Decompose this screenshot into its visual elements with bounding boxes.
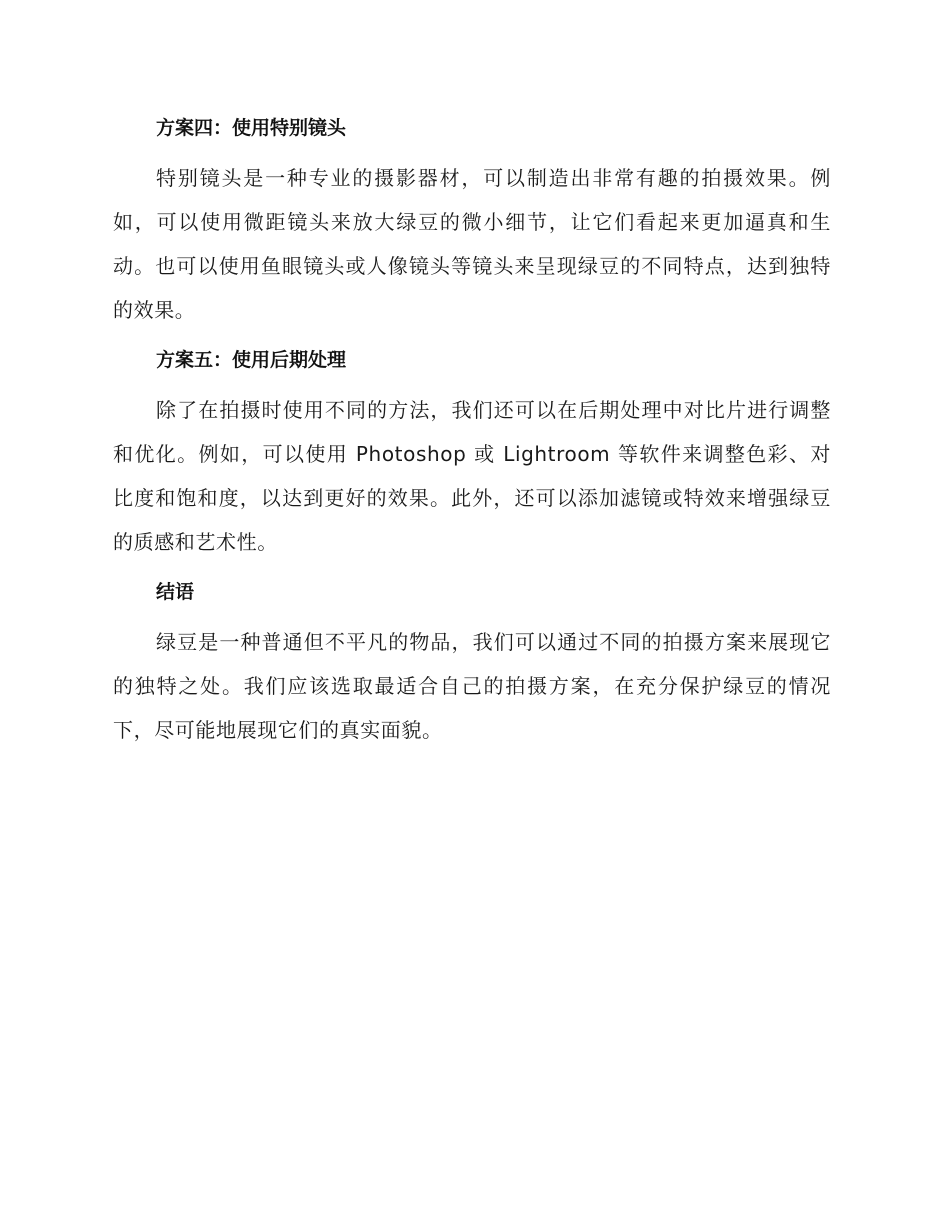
section-heading: 方案五：使用后期处理: [156, 349, 347, 371]
section-plan-five: [113, 342, 831, 564]
document-page: [113, 110, 831, 762]
section-heading: 结语: [156, 581, 195, 603]
section-paragraph: 特别镜头是一种专业的摄影器材，可以制造出非常有趣的拍摄效果。例如，可以使用微距镜头来放大绿豆的微小细节，让它们看起来更加逼真和生动。也可以使用鱼眼镜头或人像镜头等镜头来呈现绿豆的不同特点，达到独特的效果。: [113, 166, 831, 322]
section-plan-four: [113, 110, 831, 332]
section-paragraph: 绿豆是一种普通但不平凡的物品，我们可以通过不同的拍摄方案来展现它的独特之处。我们应该选取最适合自己的拍摄方案，在充分保护绿豆的情况下，尽可能地展现它们的真实面貌。: [113, 630, 831, 742]
section-conclusion: [113, 574, 831, 752]
section-heading: 方案四：使用特别镜头: [156, 117, 347, 139]
section-paragraph: 除了在拍摄时使用不同的方法，我们还可以在后期处理中对比片进行调整和优化。例如，可以使用 Photoshop 或 Lightroom 等软件来调整色彩、对比度和饱和度，以达到更好的效果。此外，还可以添加滤镜或特效来增强绿豆的质感和艺术性。: [113, 398, 831, 554]
